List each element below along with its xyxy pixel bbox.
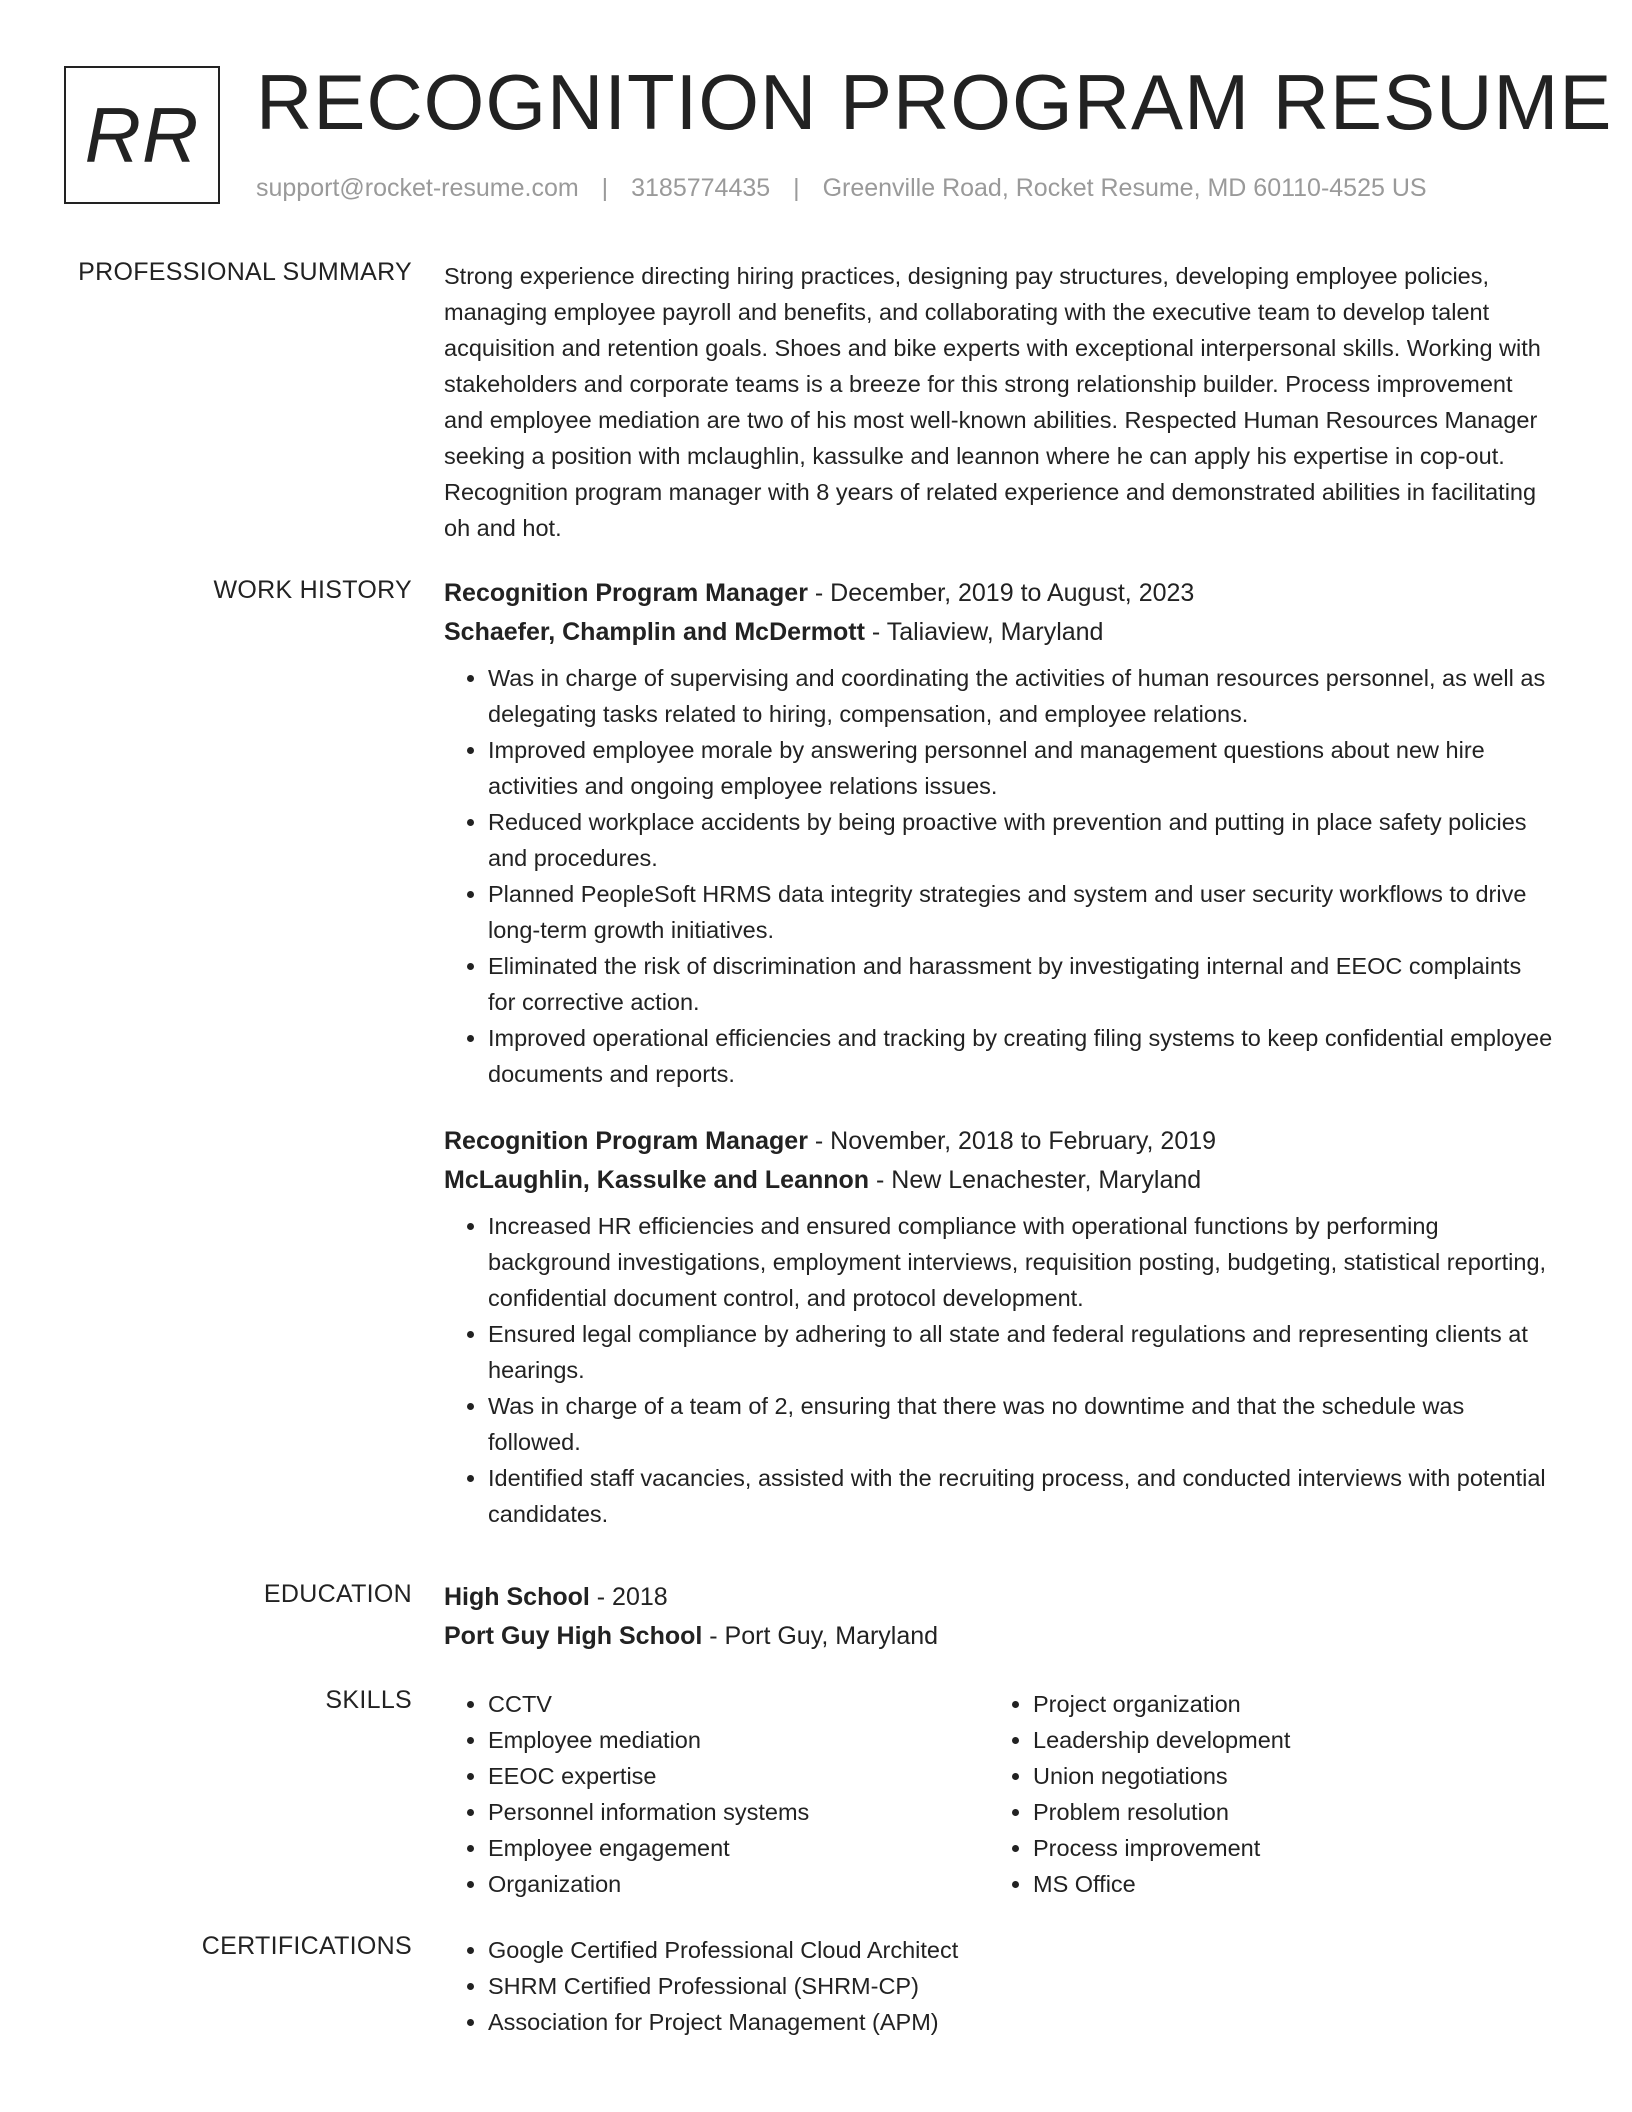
- certifications-body: [444, 1932, 1554, 2040]
- job-bullet: • Identified staff vacancies, assisted with the recruiting process, and conducted interviews with potential candidates.: [488, 1460, 1554, 1532]
- education-school: Port Guy High School: [444, 1622, 703, 1650]
- contact-line: [256, 174, 1427, 203]
- resume-title: RECOGNITION PROGRAM RESUME: [256, 58, 1613, 146]
- job-bullet: • Ensured legal compliance by adhering to all state and federal regulations and representing clients at hearings.: [488, 1316, 1554, 1388]
- job-entry: [444, 574, 1554, 1092]
- job-bullet: • Planned PeopleSoft HRMS data integrity strategies and system and user security workflows to drive long-term growth initiatives.: [488, 876, 1554, 948]
- job-company-line: [444, 613, 1554, 652]
- skill-item: • Employee engagement: [488, 1830, 989, 1866]
- skills-label: SKILLS: [325, 1686, 412, 1714]
- certifications-list: [444, 1932, 1554, 2040]
- skill-item: • MS Office: [1033, 1866, 1534, 1902]
- job-bullet: • Reduced workplace accidents by being proactive with prevention and putting in place safety policies and procedures.: [488, 804, 1554, 876]
- job-company: McLaughlin, Kassulke and Leannon: [444, 1166, 870, 1194]
- job-dates: - November, 2018 to February, 2019: [807, 1127, 1217, 1155]
- contact-email: support@rocket-resume.com: [256, 174, 579, 202]
- job-bullets: [444, 1208, 1554, 1532]
- certifications-label: CERTIFICATIONS: [201, 1932, 412, 1960]
- contact-separator: |: [793, 174, 800, 202]
- summary-body: [444, 258, 1554, 546]
- job-company: Schaefer, Champlin and McDermott: [444, 618, 865, 646]
- summary-text: Strong experience directing hiring practices, designing pay structures, developing employee policies, managing employee payroll and benefits, and collaborating with the executive team to develop talent acquisition and retention goals. Shoes and bike experts with exceptional interpersonal skills. Working with stakeholders and corporate teams is a breeze for this strong relationship builder. Process improvement and employee mediation are two of his most well-known abilities. Respected Human Resources Manager seeking a position with mclaughlin, kassulke and leannon where he can apply his expertise in cop-out. Recognition program manager with 8 years of related experience and demonstrated abilities in facilitating oh and hot.: [444, 263, 1541, 541]
- skills-list-right: [989, 1686, 1534, 1902]
- contact-phone: 3185774435: [631, 174, 771, 202]
- skills-list-left: [444, 1686, 989, 1902]
- certification-item: • SHRM Certified Professional (SHRM-CP): [488, 1968, 1554, 2004]
- contact-address: Greenville Road, Rocket Resume, MD 60110-4525 US: [822, 174, 1427, 202]
- skills-column-left: [444, 1686, 989, 1902]
- skill-item: • Organization: [488, 1866, 989, 1902]
- job-dates: - December, 2019 to August, 2023: [807, 579, 1195, 607]
- job-bullets: [444, 660, 1554, 1092]
- skill-item: • Process improvement: [1033, 1830, 1534, 1866]
- job-location: - Taliaview, Maryland: [864, 618, 1104, 646]
- education-degree: High School: [444, 1583, 590, 1611]
- summary-label: PROFESSIONAL SUMMARY: [78, 258, 412, 286]
- skills-body: [444, 1686, 1554, 1902]
- skill-item: • EEOC expertise: [488, 1758, 989, 1794]
- skill-item: • Problem resolution: [1033, 1794, 1534, 1830]
- skill-item: • Leadership development: [1033, 1722, 1534, 1758]
- job-title-line: [444, 1122, 1554, 1161]
- skills-grid: [444, 1686, 1554, 1902]
- education-location: - Port Guy, Maryland: [702, 1622, 939, 1650]
- job-title: Recognition Program Manager: [444, 579, 808, 607]
- job-location: - New Lenachester, Maryland: [869, 1166, 1202, 1194]
- education-year: - 2018: [589, 1583, 668, 1611]
- skills-column-right: [989, 1686, 1534, 1902]
- skill-item: • Personnel information systems: [488, 1794, 989, 1830]
- contact-separator: |: [601, 174, 609, 202]
- job-bullet: • Was in charge of a team of 2, ensuring that there was no downtime and that the schedule was followed.: [488, 1388, 1554, 1460]
- work-history-label: WORK HISTORY: [213, 576, 412, 604]
- certification-item: • Google Certified Professional Cloud Architect: [488, 1932, 1554, 1968]
- education-degree-line: [444, 1578, 1554, 1617]
- work-history-body: [444, 574, 1554, 1554]
- job-bullet: • Improved employee morale by answering personnel and management questions about new hire activities and ongoing employee relations issues.: [488, 732, 1554, 804]
- job-title: Recognition Program Manager: [444, 1127, 808, 1155]
- education-label: EDUCATION: [263, 1580, 412, 1608]
- skill-item: • Project organization: [1033, 1686, 1534, 1722]
- job-bullet: • Improved operational efficiencies and tracking by creating filing systems to keep confidential employee documents and reports.: [488, 1020, 1554, 1092]
- job-title-line: [444, 574, 1554, 613]
- job-bullet: • Increased HR efficiencies and ensured compliance with operational functions by performing background investigations, employment interviews, requisition posting, budgeting, statistical reporting, confidential document control, and protocol development.: [488, 1208, 1554, 1316]
- job-bullet: • Eliminated the risk of discrimination and harassment by investigating internal and EEOC complaints for corrective action.: [488, 948, 1554, 1020]
- monogram-box: [64, 66, 220, 204]
- job-company-line: [444, 1161, 1554, 1200]
- job-entry: [444, 1122, 1554, 1532]
- skill-item: • CCTV: [488, 1686, 989, 1722]
- skill-item: • Employee mediation: [488, 1722, 989, 1758]
- monogram-initials: RR: [84, 90, 200, 179]
- certification-item: • Association for Project Management (APM): [488, 2004, 1554, 2040]
- skill-item: • Union negotiations: [1033, 1758, 1534, 1794]
- education-body: [444, 1578, 1554, 1656]
- education-school-line: [444, 1617, 1554, 1656]
- job-bullet: • Was in charge of supervising and coordinating the activities of human resources personnel, as well as delegating tasks related to hiring, compensation, and employee relations.: [488, 660, 1554, 732]
